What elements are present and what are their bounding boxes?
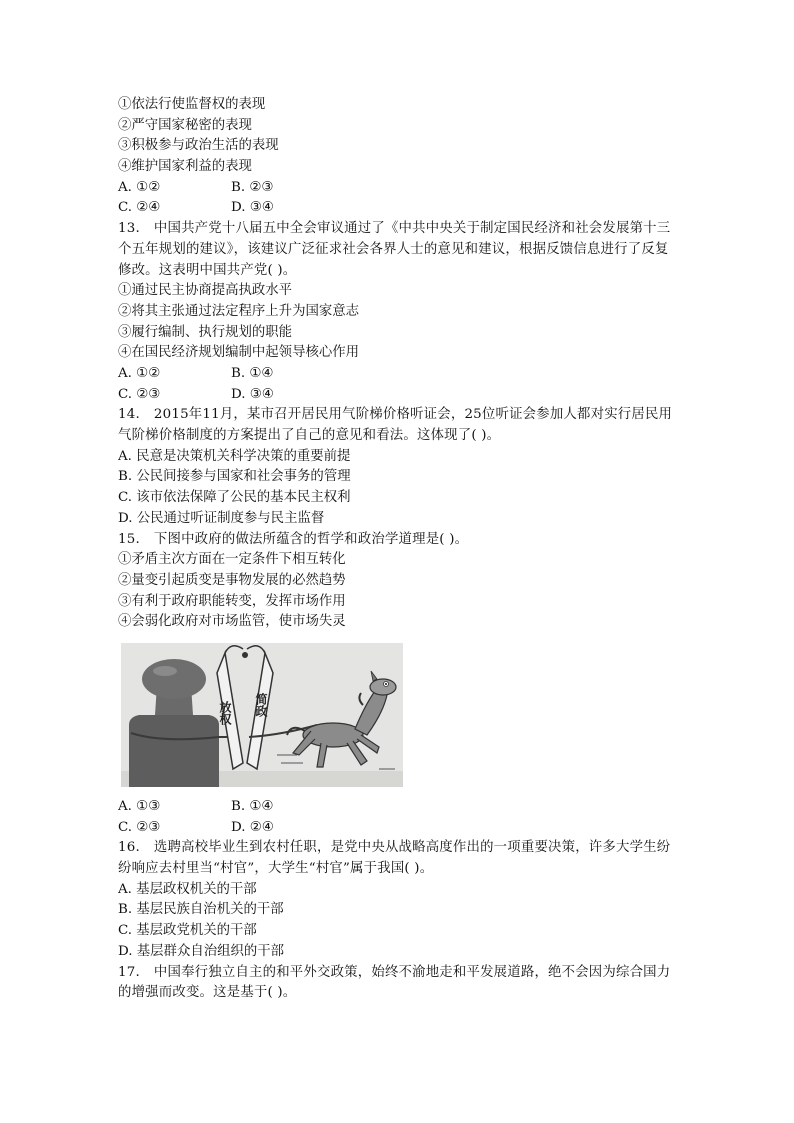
post-cap-highlight xyxy=(153,666,177,676)
question-text: 中国奉行独立自主的和平外交政策，始终不渝地走和平发展道路，绝不会因为综合国力的增强而改变。这是基于( )。 xyxy=(118,964,671,1001)
choice-d: D. ③④ xyxy=(231,386,274,402)
question-12-choices-row-2 xyxy=(118,198,678,219)
choice-b: B. ①④ xyxy=(231,365,274,381)
question-17-stem xyxy=(118,963,678,1004)
scissor-pivot xyxy=(242,652,248,658)
question-13-options xyxy=(118,281,678,364)
question-15-choices-row-2 xyxy=(118,818,678,839)
choice-d: D. ②④ xyxy=(231,819,274,835)
question-13-stem xyxy=(118,219,678,281)
choice-a: A. ①② xyxy=(118,179,161,195)
option-line: ③履行编制、执行规划的职能 xyxy=(118,324,293,340)
choice-b: B. ①④ xyxy=(231,798,274,814)
question-13-choices-row-1 xyxy=(118,364,678,385)
question-text: 选聘高校毕业生到农村任职，是党中央从战略高度作出的一项重要决策，许多大学生纷纷响应去村里当“村官”，大学生“村官”属于我国( )。 xyxy=(118,840,671,877)
option-line: B. 公民间接参与国家和社会事务的管理 xyxy=(118,469,351,485)
option-line: C. 该市依法保障了公民的基本民主权利 xyxy=(118,490,351,506)
choice-d: D. ③④ xyxy=(231,200,274,216)
option-line: ③积极参与政治生活的表现 xyxy=(118,138,279,154)
option-line: ③有利于政府职能转变，发挥市场作用 xyxy=(118,593,346,609)
option-line: D. 公民通过听证制度参与民主监督 xyxy=(118,510,325,526)
option-line: ②将其主张通过法定程序上升为国家意志 xyxy=(118,303,360,319)
question-15-stem xyxy=(118,530,678,551)
choice-b: B. ②③ xyxy=(231,179,274,195)
option-line: ①通过民主协商提高执政水平 xyxy=(118,283,293,299)
question-number: 16. xyxy=(118,840,140,856)
option-line: ④在国民经济规划编制中起领导核心作用 xyxy=(118,345,360,361)
option-line: C. 基层政党机关的干部 xyxy=(118,923,257,939)
option-line: ④维护国家利益的表现 xyxy=(118,159,252,175)
question-number: 17. xyxy=(118,964,140,980)
question-15-choices-row-1 xyxy=(118,797,678,818)
post-cap xyxy=(142,659,206,699)
question-16-stem xyxy=(118,838,678,879)
question-14-stem xyxy=(118,405,678,446)
option-line: A. 基层政权机关的干部 xyxy=(118,881,257,897)
question-number: 15. xyxy=(118,531,140,547)
question-12-options xyxy=(118,95,678,178)
cartoon-illustration xyxy=(121,643,403,787)
question-text: 2015年11月，某市召开居民用气阶梯价格听证会，25位听证会参加人都对实行居民用气阶梯价格制度的方案提出了自己的意见和看法。这体现了( )。 xyxy=(118,407,673,444)
choice-c: C. ②④ xyxy=(118,200,161,216)
option-line: B. 基层民族自治机关的干部 xyxy=(118,902,284,918)
left-blade-label: 放权 xyxy=(218,700,232,725)
question-number: 14. xyxy=(118,407,140,423)
option-line: ①矛盾主次方面在一定条件下相互转化 xyxy=(118,552,346,568)
option-line: ②量变引起质变是事物发展的必然趋势 xyxy=(118,572,346,588)
question-number: 13. xyxy=(118,221,140,237)
question-12-choices-row-1 xyxy=(118,178,678,199)
choice-a: A. ①② xyxy=(118,365,161,381)
question-13-choices-row-2 xyxy=(118,385,678,406)
option-line: ①依法行使监督权的表现 xyxy=(118,97,266,112)
post-body xyxy=(129,715,219,787)
option-line: D. 基层群众自治组织的干部 xyxy=(118,943,285,959)
right-blade-label: 简政 xyxy=(254,692,268,717)
choice-c: C. ②③ xyxy=(118,386,161,402)
question-text: 下图中政府的做法所蕴含的哲学和政治学道理是( )。 xyxy=(153,531,469,547)
question-16-options xyxy=(118,880,678,963)
option-line: ④会弱化政府对市场监管，使市场失灵 xyxy=(118,614,346,630)
choice-c: C. ②③ xyxy=(118,819,161,835)
question-text: 中国共产党十八届五中全会审议通过了《中共中央关于制定国民经济和社会发展第十三个五年规划的建议》，该建议广泛征求社会各界人士的意见和建议，根据反馈信息进行了反复修改。这表明中国共产党( )。 xyxy=(118,221,671,278)
choice-a: A. ①③ xyxy=(118,798,161,814)
option-line: A. 民意是决策机关科学决策的重要前提 xyxy=(118,448,351,464)
question-14-options xyxy=(118,447,678,530)
exam-page-content xyxy=(118,95,678,1004)
question-15-options xyxy=(118,550,678,633)
option-line: ②严守国家秘密的表现 xyxy=(118,117,252,133)
